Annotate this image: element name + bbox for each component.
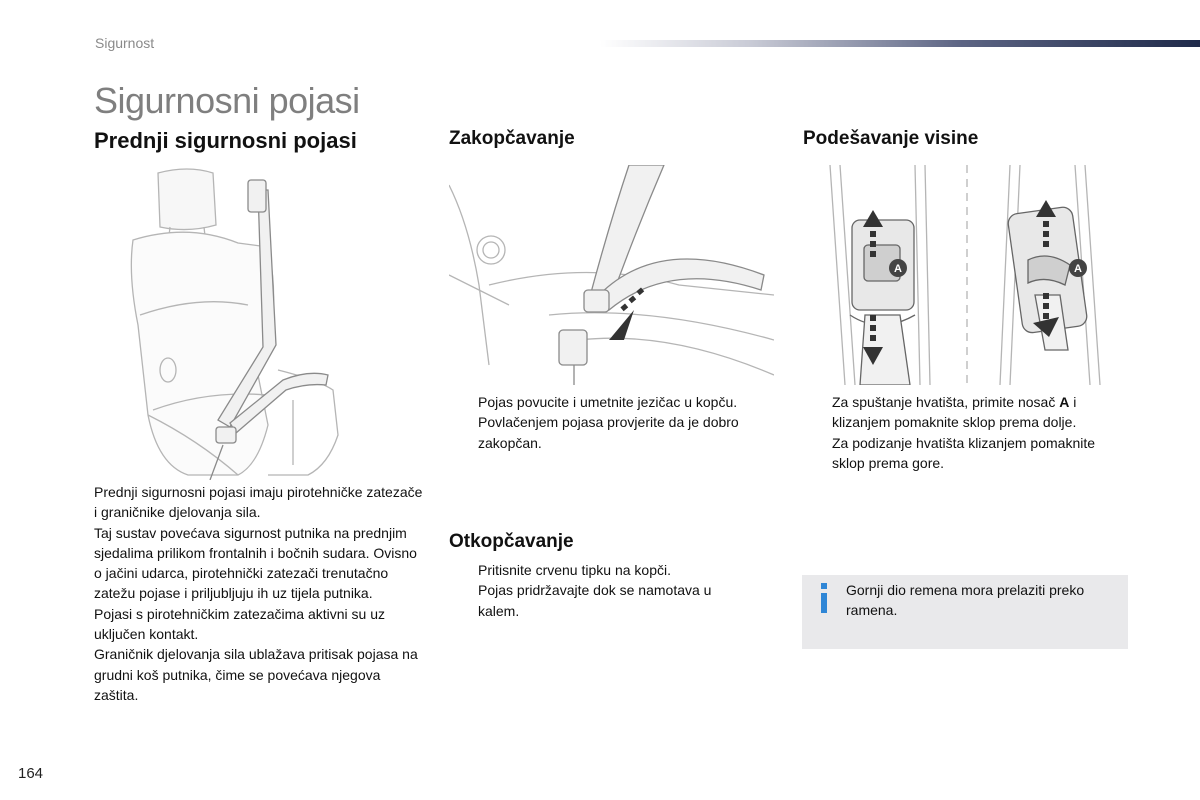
list-item: Za spuštanje hvatišta, primite nosač A i klizanjem pomaknite sklop prema dolje. (832, 394, 1077, 431)
info-text: Gornji dio remena mora prelaziti preko ramena. (846, 582, 1085, 619)
paragraph: Graničnik djelovanja sila ublažava pritisak pojasa na grudni koš putnika, čime se povećava njegova zaštita. (94, 646, 418, 703)
unbuckling-list (449, 560, 749, 621)
buckling-list (449, 392, 774, 453)
info-box (802, 575, 1128, 649)
heading-unbuckling: Otkopčavanje (449, 531, 574, 552)
label-a-text-left: A (894, 263, 902, 275)
list-item: Pritisnite crvenu tipku na kopči. (478, 562, 671, 578)
heading-height-adjust: Podešavanje visine (803, 128, 979, 149)
heading-front-belts: Prednji sigurnosni pojasi (94, 128, 357, 153)
page-title: Sigurnosni pojasi (94, 80, 360, 121)
heading-buckling: Zakopčavanje (449, 128, 575, 149)
header-gradient-bar (600, 40, 1200, 47)
buckling-illustration (449, 165, 774, 385)
paragraph: Prednji sigurnosni pojasi imaju pirotehničke zatezače i graničnike djelovanja sila. (94, 484, 423, 521)
page-number: 164 (18, 765, 44, 782)
list-item: Pojas povucite i umetnite jezičac u kopču. (478, 394, 738, 410)
label-a-marker-right (1069, 259, 1087, 277)
seat-belt-illustration (118, 165, 393, 480)
height-list (803, 392, 1128, 473)
paragraph: Taj sustav povećava sigurnost putnika na prednjim sjedalima prilikom frontalnih i bočnih sudara. Ovisno o jačini udarca, pirotehnički zatezači trenutačno zatežu pojase i priljubljuju ih uz tijela putnika. (94, 524, 417, 602)
label-a-text-right: A (1074, 263, 1082, 275)
paragraph: Pojasi s pirotehničkim zatezačima aktivni su uz uključen kontakt. (94, 605, 386, 643)
section-label: Sigurnost (95, 35, 155, 51)
list-item: Za podizanje hvatišta klizanjem pomaknite sklop prema gore. (832, 434, 1096, 471)
label-a-marker-left (889, 259, 907, 277)
list-item: Povlačenjem pojasa provjerite da je dobro zakopčan. (478, 414, 739, 451)
height-adjust-illustration (820, 165, 1110, 385)
front-belts-text (94, 482, 424, 705)
list-item: Pojas pridržavajte dok se namotava u kalem. (478, 582, 712, 619)
info-icon (818, 583, 830, 613)
